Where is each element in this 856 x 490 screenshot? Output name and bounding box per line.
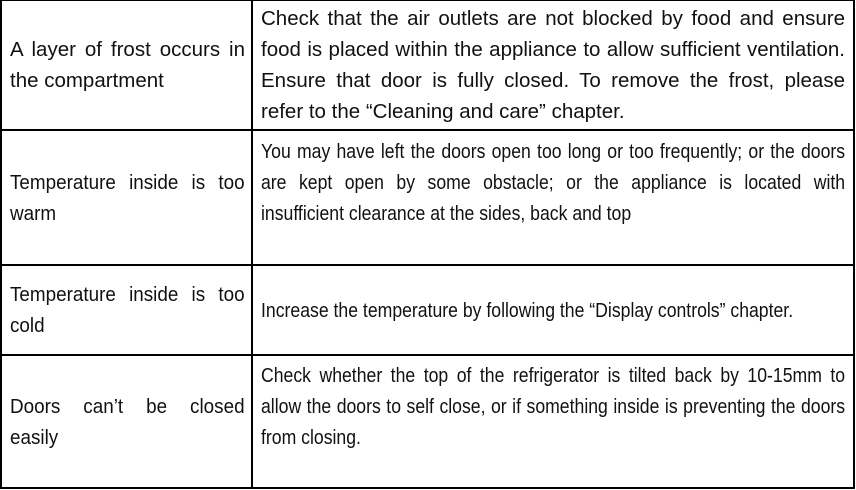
problem-text: Temperature inside is too warm — [10, 170, 245, 225]
problem-text: Doors can’t be closed easily — [10, 394, 245, 449]
table-row — [1, 0, 854, 130]
solution-text: Check that the air outlets are not blocked by food and ensure food is placed within the appliance to allow sufficient ventilation. Ensure that door is fully closed. To remove the frost, please refer to the “Cleaning and care” chapter. — [261, 7, 845, 123]
problem-cell — [1, 355, 252, 488]
solution-cell — [252, 0, 854, 130]
solution-text: Check whether the top of the refrigerator is tilted back by 10-15mm to allow the doors to self close, or if something inside is preventing the doors from closing. — [261, 364, 846, 449]
solution-cell — [252, 355, 854, 488]
table-row — [1, 130, 854, 265]
problem-cell — [1, 0, 252, 130]
solution-cell — [252, 130, 854, 265]
problem-text: Temperature inside is too cold — [10, 283, 245, 337]
solution-text: Increase the temperature by following the “Display controls” chapter. — [261, 298, 794, 322]
problem-cell — [1, 130, 252, 265]
problem-text: A layer of frost occurs in the compartment — [10, 38, 245, 92]
table-row — [1, 355, 854, 488]
problem-cell — [1, 265, 252, 355]
table-row — [1, 265, 854, 355]
solution-text: You may have left the doors open too long or too frequently; or the doors are kept open by some obstacle; or the appliance is located with insufficient clearance at the sides, back and top — [261, 140, 846, 225]
solution-cell — [252, 265, 854, 355]
